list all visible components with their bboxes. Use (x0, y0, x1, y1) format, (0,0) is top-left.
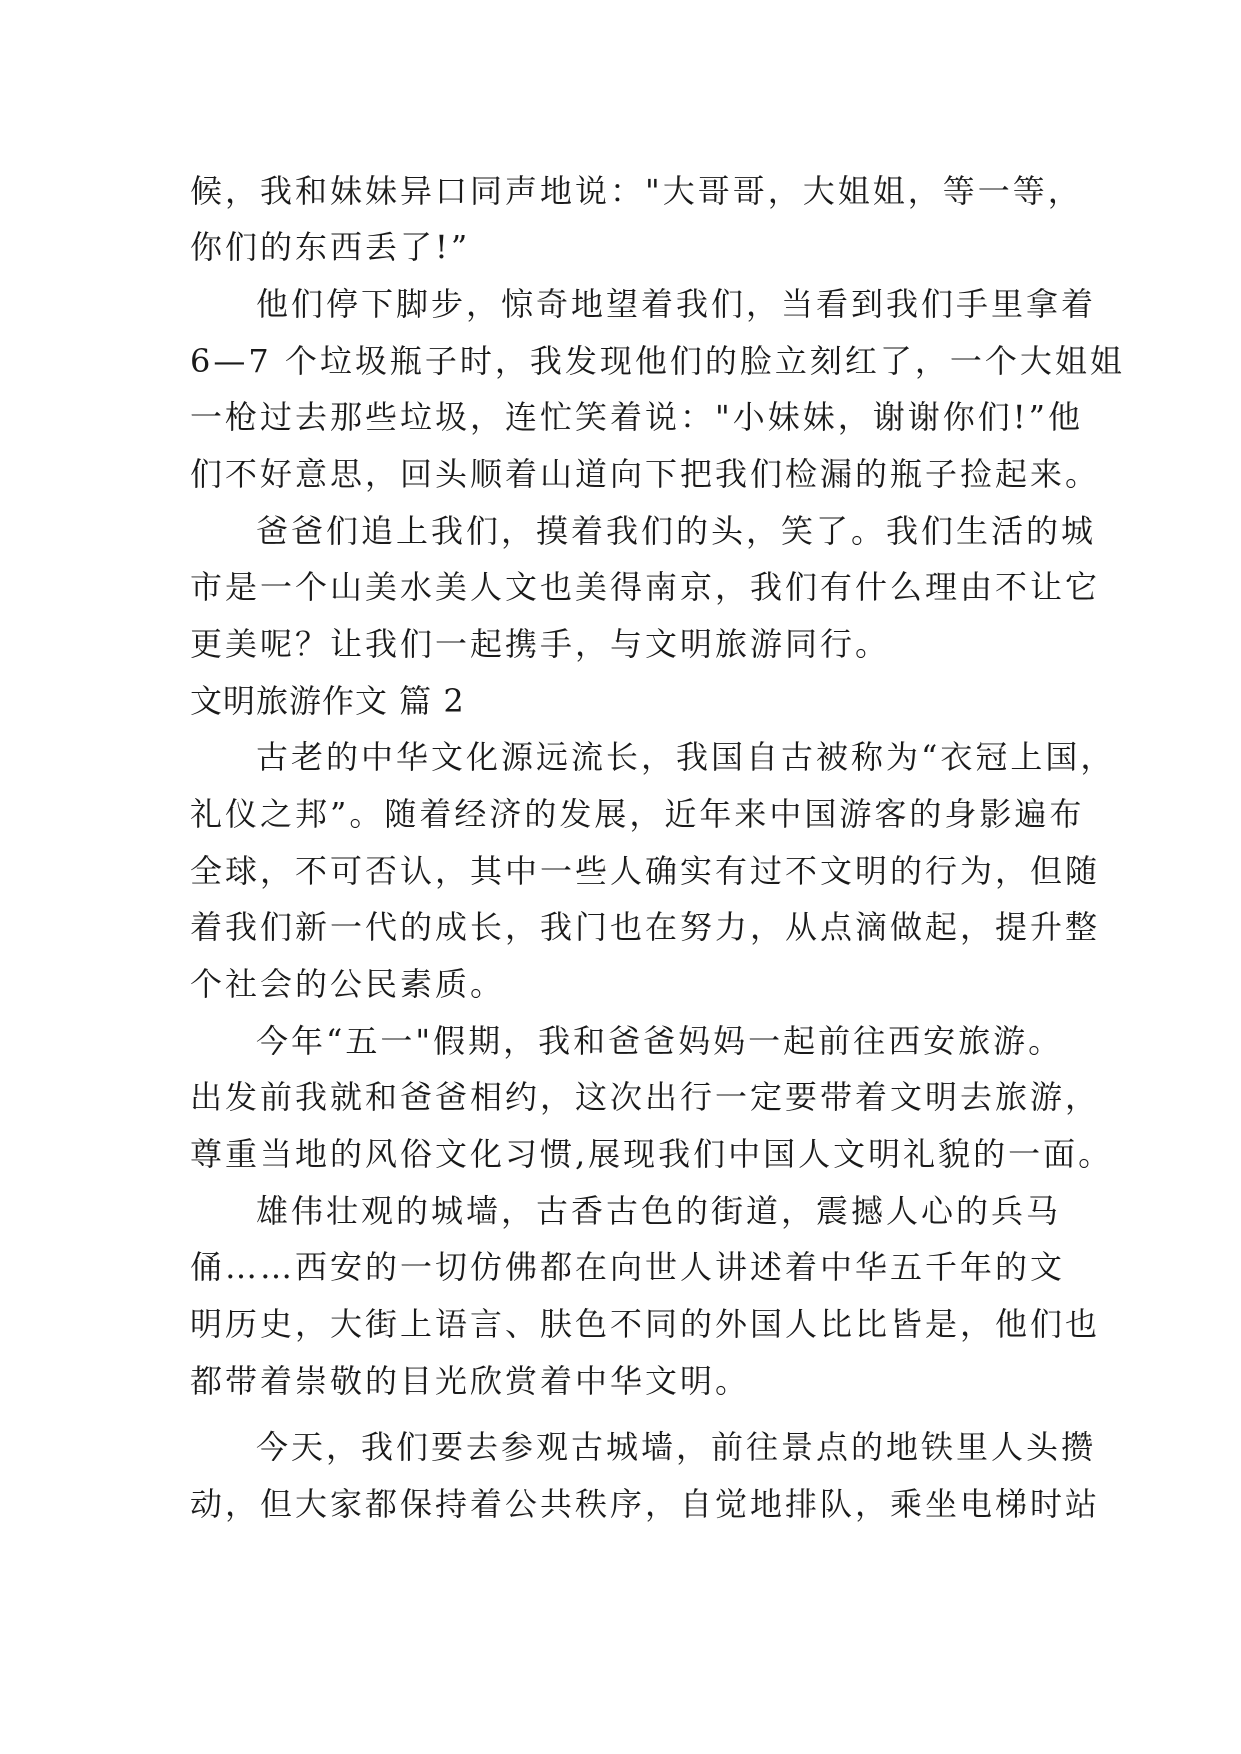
text-line: 尊重当地的风俗文化习惯,展现我们中国人文明礼貌的一面。 (190, 1135, 1114, 1173)
text-line: 市是一个山美水美人文也美得南京，我们有什么理由不让它 (190, 568, 1101, 606)
paragraph-start-line: 古老的中华文化源远流长，我国自古被称为“衣冠上国， (256, 738, 1116, 776)
text-line: 俑……西安的一切仿佛都在向世人讲述着中华五千年的文 (190, 1248, 1066, 1286)
text-line: 你们的东西丢了!” (190, 228, 471, 266)
text-line: 礼仪之邦”。随着经济的发展，近年来中国游客的身影遍布 (190, 795, 1085, 833)
text-line: 都带着崇敬的目光欣赏着中华文明。 (190, 1362, 751, 1400)
paragraph-start-line: 今天，我们要去参观古城墙，前往景点的地铁里人头攒 (256, 1428, 1097, 1466)
paragraph-start-line: 他们停下脚步，惊奇地望着我们，当看到我们手里拿着 (256, 285, 1097, 323)
text-line: 更美呢？让我们一起携手，与文明旅游同行。 (190, 625, 891, 663)
text-line: 6—7 个垃圾瓶子时，我发现他们的脸立刻红了，一个大姐姐 (190, 342, 1125, 380)
text-line: 一枪过去那些垃圾，连忙笑着说："小妹妹，谢谢你们!”他 (190, 398, 1083, 436)
text-line: 出发前我就和爸爸相约，这次出行一定要带着文明去旅游， (190, 1078, 1101, 1116)
paragraph-start-line: 今年“五一"假期，我和爸爸妈妈一起前往西安旅游。 (256, 1022, 1064, 1060)
text-line: 动，但大家都保持着公共秩序，自觉地排队，乘坐电梯时站 (190, 1485, 1101, 1523)
section-heading: 文明旅游作文 篇 2 (190, 682, 465, 720)
text-line: 明历史，大街上语言、肤色不同的外国人比比皆是，他们也 (190, 1305, 1101, 1343)
paragraph-start-line: 雄伟壮观的城墙，古香古色的街道，震撼人心的兵马 (256, 1192, 1062, 1230)
text-line: 个社会的公民素质。 (190, 965, 506, 1003)
text-line: 们不好意思，回头顺着山道向下把我们检漏的瓶子捡起来。 (190, 455, 1101, 493)
text-line: 着我们新一代的成长，我门也在努力，从点滴做起，提升整 (190, 908, 1101, 946)
text-line: 全球，不可否认，其中一些人确实有过不文明的行为，但随 (190, 852, 1101, 890)
paragraph-start-line: 爸爸们追上我们，摸着我们的头，笑了。我们生活的城 (256, 512, 1097, 550)
text-line: 候，我和妹妹异口同声地说："大哥哥，大姐姐，等一等， (190, 172, 1083, 210)
